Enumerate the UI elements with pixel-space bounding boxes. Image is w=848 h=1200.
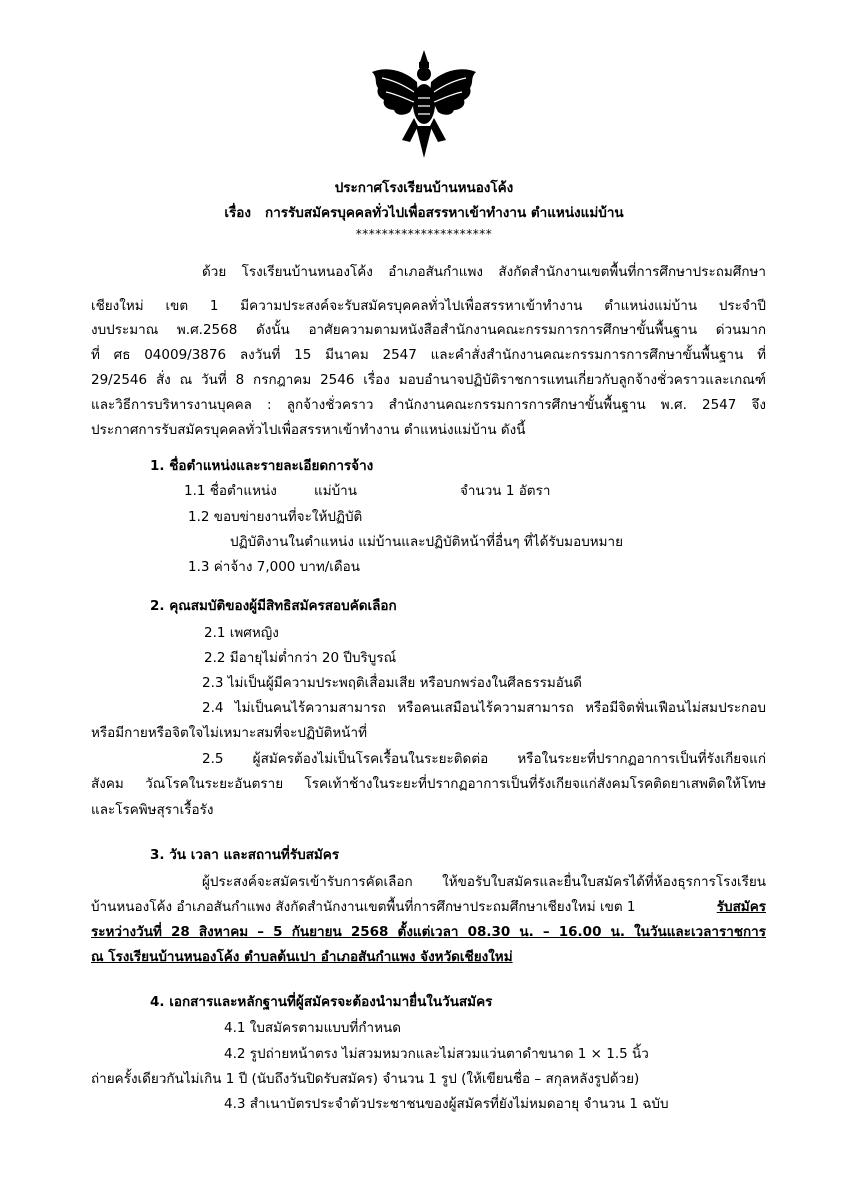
- subject-text: การรับสมัครบุคคลทั่วไปเพื่อสรรหาเข้าทำงาน ตำแหน่งแม่บ้าน: [265, 205, 624, 221]
- apply-label: รับสมัคร: [716, 899, 766, 915]
- item-4-2: 4.2 รูปถ่ายหน้าตรง ไม่สวมหมวกและไม่สวมแว่นตาดำขนาด 1 × 1.5 นิ้ว: [224, 1046, 649, 1062]
- subject-prefix: เรื่อง: [224, 205, 251, 221]
- section-3-line: [91, 897, 766, 917]
- intro-line: งบประมาณ พ.ศ.2568 ดังนั้น อาศัยความตามหนังสือสำนักงานคณะกรรมการการศึกษาขั้นพื้นฐาน ด่วนมาก: [91, 322, 766, 338]
- garuda-emblem-icon: [368, 48, 480, 160]
- application-period: ระหว่างวันที่ 28 สิงหาคม – 5 กันยายน 2568 ตั้งแต่เวลา 08.30 น. – 16.00 น. ในวันและเวลาราชการ: [91, 924, 766, 940]
- intro-line: ด้วย โรงเรียนบ้านหนองโค้ง อำเภอสันกำแพง สังกัดสำนักงานเขตพื้นที่การศึกษาประถมศึกษา: [202, 264, 766, 280]
- item-2-3: 2.3 ไม่เป็นผู้มีความประพฤติเสื่อมเสีย หรือบกพร่องในศีลธรรมอันดี: [202, 675, 582, 691]
- intro-line: เชียงใหม่ เขต 1 มีความประสงค์จะรับสมัครบุคคลทั่วไปเพื่อสรรหาเข้าทำงาน ตำแหน่งแม่บ้าน ประจำปี: [91, 298, 766, 314]
- item-2-2: 2.2 มีอายุไม่ต่ำกว่า 20 ปีบริบูรณ์: [204, 650, 397, 666]
- item-2-5-cont: และโรคพิษสุราเรื้อรัง: [91, 802, 214, 818]
- item-1-2-detail: ปฏิบัติงานในตำแหน่ง แม่บ้านและปฏิบัติหน้าที่อื่นๆ ที่ได้รับมอบหมาย: [230, 534, 624, 550]
- item-2-1: 2.1 เพศหญิง: [204, 625, 279, 641]
- title-separator: *********************: [355, 227, 493, 241]
- section-4-heading: 4. เอกสารและหลักฐานที่ผู้สมัครจะต้องนำมายื่นในวันสมัคร: [150, 994, 493, 1010]
- item-4-1: 4.1 ใบสมัครตามแบบที่กำหนด: [224, 1020, 401, 1036]
- intro-line: และวิธีการบริหารงานบุคคล : ลูกจ้างชั่วคราว สำนักงานคณะกรรมการการศึกษาขั้นพื้นฐาน พ.ศ. 2547 จึง: [91, 397, 766, 413]
- intro-line: ที่ ศธ 04009/3876 ลงวันที่ 15 มีนาคม 2547 และคำสั่งสำนักงานคณะกรรมการการศึกษาขั้นพื้นฐาน ที่: [91, 347, 766, 363]
- section-3-heading: 3. วัน เวลา และสถานที่รับสมัคร: [150, 847, 340, 863]
- intro-line: ประกาศการรับสมัครบุคคลทั่วไปเพื่อสรรหาเข้าทำงาน ตำแหน่งแม่บ้าน ดังนี้: [91, 422, 526, 438]
- item-1-1-count: จำนวน 1 อัตรา: [460, 483, 551, 499]
- application-location: ณ โรงเรียนบ้านหนองโค้ง ตำบลต้นเปา อำเภอสันกำแพง จังหวัดเชียงใหม่: [91, 949, 513, 965]
- section-3-line: ผู้ประสงค์จะสมัครเข้ารับการคัดเลือก ให้ขอรับใบสมัครและยื่นใบสมัครได้ที่ห้องธุรการโรงเรียน: [202, 874, 766, 890]
- item-2-4-cont: หรือมีกายหรือจิตใจไม่เหมาะสมที่จะปฏิบัติหน้าที่: [91, 725, 367, 741]
- section-3-text: บ้านหนองโค้ง อำเภอสันกำแพง สังกัดสำนักงานเขตพื้นที่การศึกษาประถมศึกษาเชียงใหม่ เขต 1: [91, 899, 636, 915]
- item-2-5-cont: สังคม วัณโรคในระยะอันตราย โรคเท้าช้างในระยะที่ปรากฏอาการเป็นที่รังเกียจแก่สังคมโรคติดยาเสพติดให้โทษ: [91, 776, 766, 792]
- item-4-2-cont: ถ่ายครั้งเดียวกันไม่เกิน 1 ปี (นับถึงวันปิดรับสมัคร) จำนวน 1 รูป (ให้เขียนชื่อ – สกุลหลังรูปด้วย): [91, 1071, 640, 1087]
- announcement-title: ประกาศโรงเรียนบ้านหนองโค้ง: [334, 180, 514, 196]
- section-1-heading: 1. ชื่อตำแหน่งและรายละเอียดการจ้าง: [150, 458, 374, 474]
- announcement-subject: [0, 203, 848, 223]
- item-4-3: 4.3 สำเนาบัตรประจำตัวประชาชนของผู้สมัครที่ยังไม่หมดอายุ จำนวน 1 ฉบับ: [224, 1096, 669, 1112]
- section-2-heading: 2. คุณสมบัติของผู้มีสิทธิสมัครสอบคัดเลือก: [150, 598, 397, 614]
- item-1-1-value: แม่บ้าน: [314, 483, 357, 499]
- item-2-5: 2.5 ผู้สมัครต้องไม่เป็นโรคเรื้อนในระยะติดต่อ หรือในระยะที่ปรากฏอาการเป็นที่รังเกียจแก่: [202, 751, 766, 767]
- item-1-1-label: 1.1 ชื่อตำแหน่ง: [184, 483, 277, 499]
- item-2-4: 2.4 ไม่เป็นคนไร้ความสามารถ หรือคนเสมือนไร้ความสามารถ หรือมีจิตฟั่นเฟือนไม่สมประกอบ: [202, 700, 766, 716]
- item-1-2: 1.2 ขอบข่ายงานที่จะให้ปฏิบัติ: [188, 509, 363, 525]
- intro-line: 29/2546 สั่ง ณ วันที่ 8 กรกฎาคม 2546 เรื่อง มอบอำนาจปฏิบัติราชการแทนเกี่ยวกับลูกจ้างชั่วคราวและเกณฑ์: [91, 372, 766, 388]
- item-1-3: 1.3 ค่าจ้าง 7,000 บาท/เดือน: [188, 559, 360, 575]
